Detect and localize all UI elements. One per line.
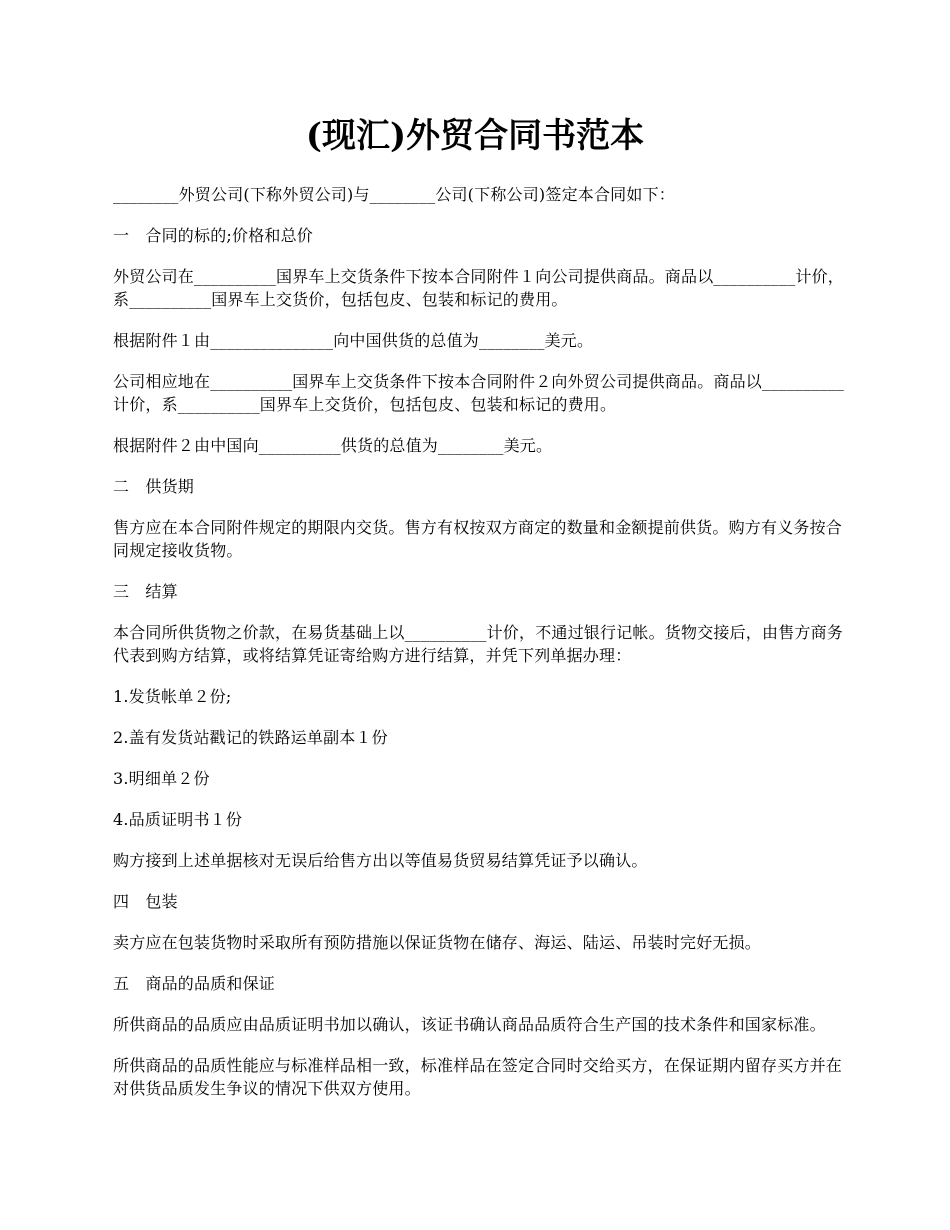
section-heading-5: 五 商品的品质和保证 xyxy=(113,974,276,993)
paragraph: 所供商品的品质性能应与标准样品相一致，标准样品在签定合同时交给买方，在保证期内留存买方并在对供货品质发生争议的情况下供双方使用。 xyxy=(113,1056,843,1098)
paragraph: 本合同所供货物之价款，在易货基础上以__________计价，不通过银行记帐。货物交接后，由售方商务代表到购方结算，或将结算凭证寄给购方进行结算，并凭下列单据办理： xyxy=(113,623,844,665)
section-heading-4: 四 包装 xyxy=(113,892,178,911)
document-body xyxy=(113,183,853,1118)
paragraph: 卖方应在包装货物时采取所有预防措施以保证货物在储存、海运、陆运、吊装时完好无损。 xyxy=(113,933,762,952)
section-heading-2: 二 供货期 xyxy=(113,477,195,496)
section-heading-3: 三 结算 xyxy=(113,582,178,601)
paragraph: 根据附件１由_______________向中国供货的总值为________美元。 xyxy=(113,331,594,350)
document-title: (现汇)外贸合同书范本 xyxy=(305,116,645,156)
paragraph: 外贸公司在__________国界车上交货条件下按本合同附件１向公司提供商品。商品以__________计价，系__________国界车上交货价，包括包皮、包装和标记的费用。 xyxy=(113,267,845,309)
paragraph: 所供商品的品质应由品质证明书加以确认，该证书确认商品品质符合生产国的技术条件和国家标准。 xyxy=(113,1015,826,1034)
paragraph: 售方应在本合同附件规定的期限内交货。售方有权按双方商定的数量和金额提前供货。购方有义务按合同规定接收货物。 xyxy=(113,518,843,560)
paragraph: 购方接到上述单据核对无误后给售方出以等值易货贸易结算凭证予以确认。 xyxy=(113,851,648,870)
paragraph-intro: ________外贸公司(下称外贸公司)与________公司(下称公司)签定本合同如下： xyxy=(113,185,675,204)
list-item: 1.发货帐单２份; xyxy=(113,687,232,706)
list-item: 3.明细单２份 xyxy=(113,769,210,788)
section-heading-1: 一 合同的标的;价格和总价 xyxy=(113,226,313,245)
list-item: 4.品质证明书１份 xyxy=(113,810,243,829)
paragraph: 根据附件２由中国向__________供货的总值为________美元。 xyxy=(113,436,553,455)
list-item: 2.盖有发货站戳记的铁路运单副本１份 xyxy=(113,728,388,747)
paragraph: 公司相应地在__________国界车上交货条件下按本合同附件２向外贸公司提供商品。商品以__________计价，系__________国界车上交货价，包括包皮、包装和标记的费用。 xyxy=(113,372,845,414)
